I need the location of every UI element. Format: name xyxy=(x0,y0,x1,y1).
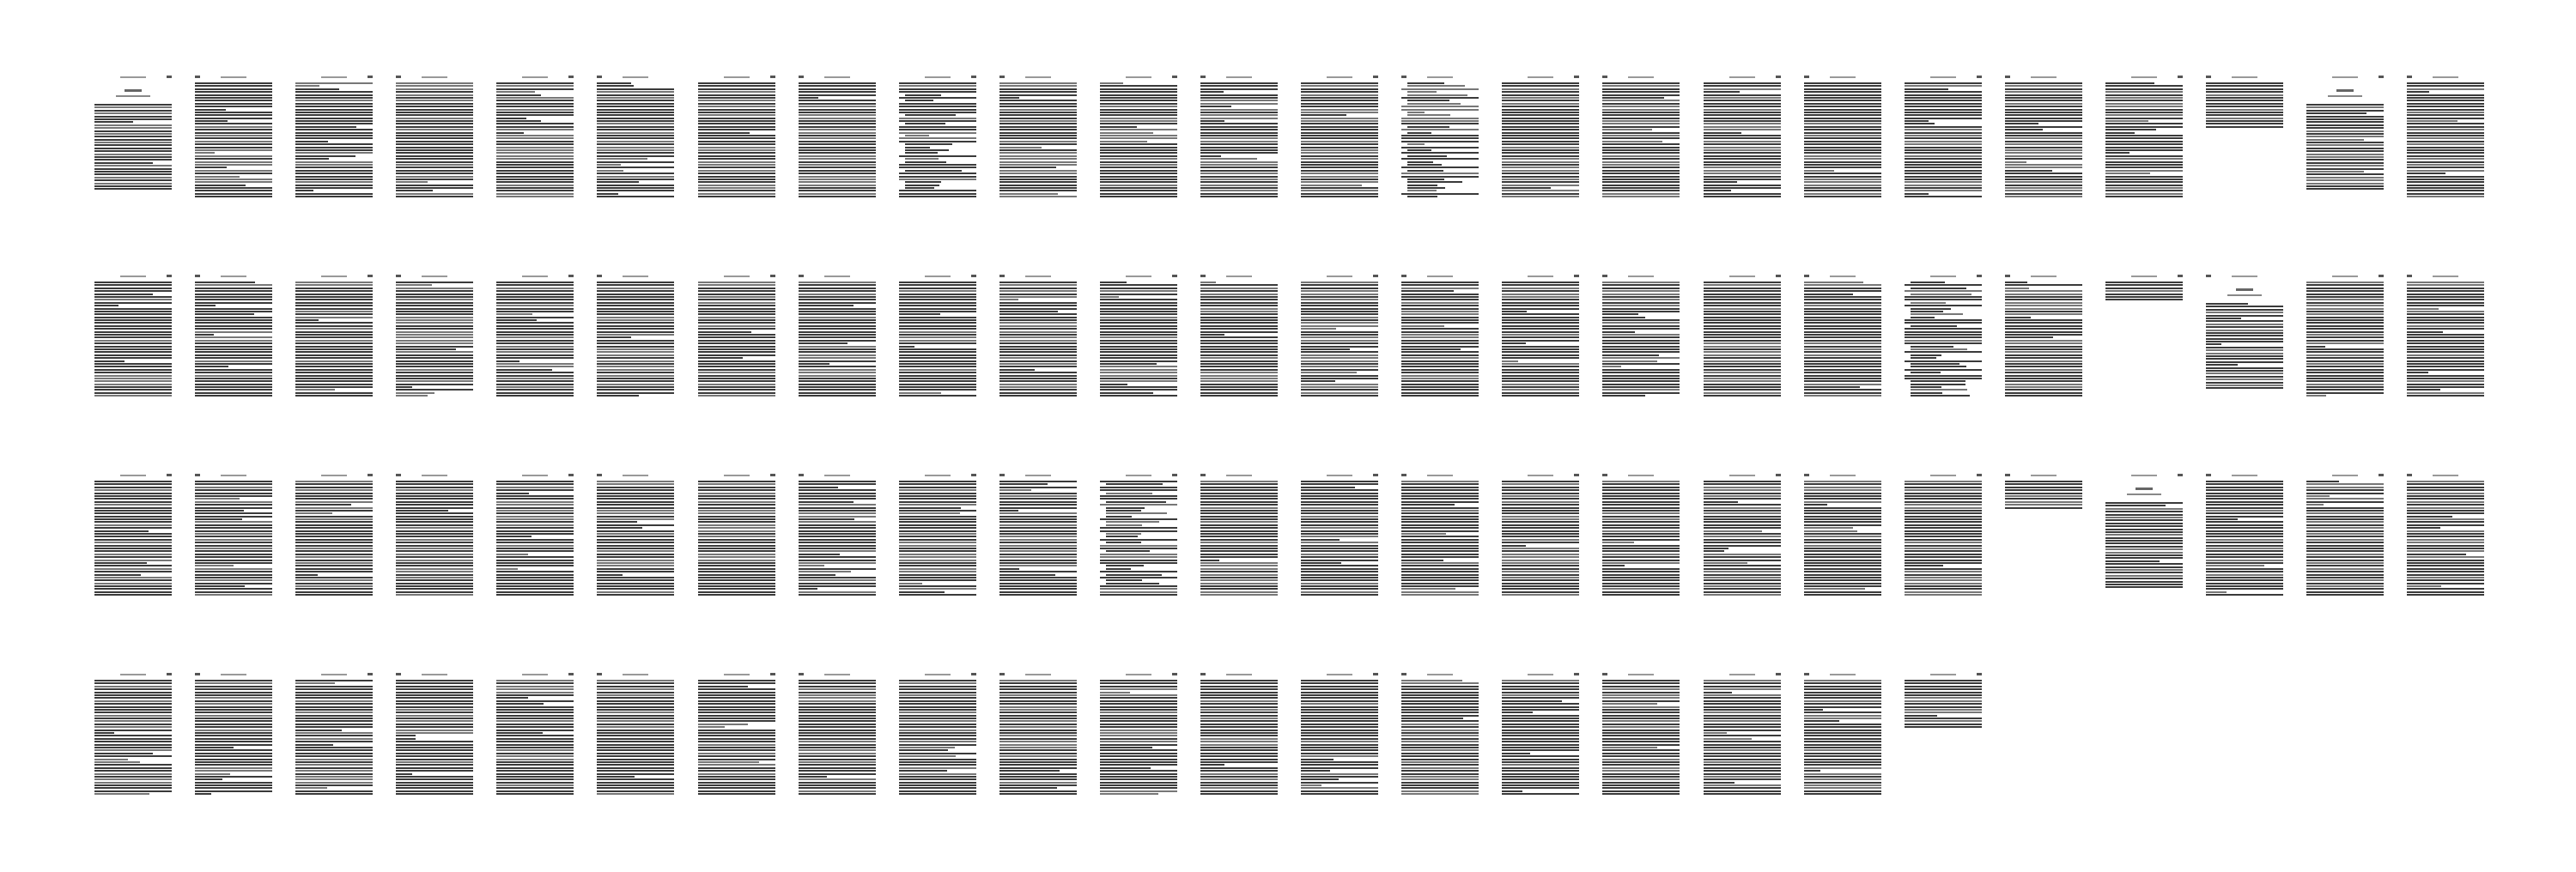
text-block xyxy=(1100,481,1177,597)
running-header xyxy=(1905,275,1982,279)
page-thumbnail[interactable] xyxy=(1301,275,1378,412)
running-header xyxy=(799,474,876,478)
running-header xyxy=(899,76,976,80)
text-block xyxy=(1905,282,1982,398)
text-block xyxy=(195,82,272,199)
running-header xyxy=(2407,76,2484,80)
text-block xyxy=(94,481,172,597)
page-thumbnail[interactable] xyxy=(496,275,574,412)
page-thumbnail[interactable] xyxy=(799,76,876,213)
text-block xyxy=(597,82,674,199)
running-header xyxy=(195,275,272,279)
page-thumbnail[interactable] xyxy=(1301,474,1378,611)
running-header xyxy=(1502,673,1579,677)
running-header xyxy=(1301,76,1378,80)
running-header xyxy=(295,76,373,80)
page-thumbnail[interactable] xyxy=(195,76,272,213)
running-header xyxy=(1502,474,1579,478)
page-thumbnail[interactable] xyxy=(899,474,976,611)
text-block xyxy=(1502,680,1579,796)
running-header xyxy=(1301,673,1378,677)
running-header xyxy=(1704,76,1781,80)
running-header xyxy=(999,275,1077,279)
running-header xyxy=(195,76,272,80)
text-block xyxy=(1200,481,1278,597)
running-header xyxy=(496,673,574,677)
text-block xyxy=(1602,481,1680,597)
running-header xyxy=(1905,474,1982,478)
running-header xyxy=(1804,673,1881,677)
text-block xyxy=(799,82,876,199)
running-header xyxy=(1401,474,1479,478)
running-header xyxy=(2206,474,2283,478)
running-header xyxy=(1200,76,1278,80)
text-block xyxy=(2005,481,2082,510)
text-block xyxy=(1804,282,1881,398)
page-thumbnail[interactable] xyxy=(94,673,172,810)
running-header xyxy=(2105,76,2183,80)
page-thumbnail[interactable] xyxy=(195,673,272,810)
page-thumbnail[interactable] xyxy=(2005,275,2082,412)
running-header xyxy=(999,76,1077,80)
text-block xyxy=(496,282,574,398)
running-header xyxy=(2306,76,2384,80)
page-thumbnail[interactable] xyxy=(1704,673,1781,810)
running-header xyxy=(1100,673,1177,677)
page-thumbnail[interactable] xyxy=(2306,76,2384,213)
page-thumbnail[interactable] xyxy=(2407,474,2484,611)
text-block xyxy=(496,680,574,796)
page-thumbnail[interactable] xyxy=(1502,673,1579,810)
page-thumbnail[interactable] xyxy=(899,275,976,412)
page-thumbnail[interactable] xyxy=(94,76,172,213)
page-thumbnail[interactable] xyxy=(899,673,976,810)
text-block xyxy=(1200,282,1278,398)
running-header xyxy=(597,76,674,80)
text-block xyxy=(899,82,976,199)
text-block xyxy=(2306,481,2384,597)
running-header xyxy=(1100,275,1177,279)
page-thumbnail[interactable] xyxy=(2105,76,2183,213)
page-thumbnail[interactable] xyxy=(1905,275,1982,412)
running-header xyxy=(2407,474,2484,478)
page-thumbnail[interactable] xyxy=(2407,76,2484,213)
text-block xyxy=(1602,282,1680,398)
running-header xyxy=(295,474,373,478)
page-thumbnail[interactable] xyxy=(1200,673,1278,810)
running-header xyxy=(2407,275,2484,279)
running-header xyxy=(799,673,876,677)
text-block xyxy=(1704,680,1781,796)
text-block xyxy=(1804,82,1881,199)
page-thumbnail[interactable] xyxy=(396,275,473,412)
page-thumbnail[interactable] xyxy=(2206,275,2283,412)
text-block xyxy=(999,282,1077,398)
running-header xyxy=(698,474,775,478)
text-block xyxy=(2206,82,2283,129)
text-block xyxy=(698,282,775,398)
running-header xyxy=(2306,474,2384,478)
text-block xyxy=(2306,82,2384,191)
page-thumbnail[interactable] xyxy=(295,474,373,611)
page-thumbnail[interactable] xyxy=(1100,673,1177,810)
page-thumbnail[interactable] xyxy=(1301,76,1378,213)
page-thumbnail[interactable] xyxy=(999,275,1077,412)
running-header xyxy=(597,275,674,279)
text-block xyxy=(1301,82,1378,199)
running-header xyxy=(1602,275,1680,279)
page-thumbnail[interactable] xyxy=(1401,275,1479,412)
running-header xyxy=(1804,275,1881,279)
page-thumbnail[interactable] xyxy=(698,474,775,611)
page-thumbnail[interactable] xyxy=(799,673,876,810)
text-block xyxy=(799,481,876,597)
page-thumbnail[interactable] xyxy=(597,275,674,412)
running-header xyxy=(496,76,574,80)
page-thumbnail[interactable] xyxy=(698,673,775,810)
text-block xyxy=(295,680,373,796)
running-header xyxy=(1905,76,1982,80)
running-header xyxy=(2206,275,2283,279)
page-thumbnail[interactable] xyxy=(1905,673,1982,810)
text-block xyxy=(1502,282,1579,398)
text-block xyxy=(1704,82,1781,199)
running-header xyxy=(1704,474,1781,478)
page-thumbnail[interactable] xyxy=(1200,76,1278,213)
text-block xyxy=(496,481,574,597)
page-thumbnail[interactable] xyxy=(1704,474,1781,611)
page-thumbnail[interactable] xyxy=(1401,474,1479,611)
page-thumbnail[interactable] xyxy=(1804,76,1881,213)
page-thumbnail[interactable] xyxy=(496,474,574,611)
page-thumbnail[interactable] xyxy=(2206,474,2283,611)
page-row xyxy=(94,673,2507,872)
text-block xyxy=(1602,680,1680,796)
page-thumbnail[interactable] xyxy=(2306,474,2384,611)
page-thumbnail[interactable] xyxy=(999,673,1077,810)
text-block xyxy=(2206,481,2283,597)
text-block xyxy=(195,481,272,597)
running-header xyxy=(698,275,775,279)
running-header xyxy=(1401,275,1479,279)
page-thumbnail[interactable] xyxy=(999,76,1077,213)
text-block xyxy=(396,481,473,597)
running-header xyxy=(496,275,574,279)
text-block xyxy=(1301,282,1378,398)
page-thumbnail[interactable] xyxy=(2206,76,2283,213)
page-thumbnail[interactable] xyxy=(1704,76,1781,213)
text-block xyxy=(2105,82,2183,199)
text-block xyxy=(1804,680,1881,796)
page-thumbnail[interactable] xyxy=(94,275,172,412)
running-header xyxy=(698,673,775,677)
running-header xyxy=(1200,673,1278,677)
page-thumbnail[interactable] xyxy=(1602,76,1680,213)
text-block xyxy=(698,82,775,199)
text-block xyxy=(295,481,373,597)
page-thumbnail[interactable] xyxy=(1100,474,1177,611)
page-thumbnail[interactable] xyxy=(1200,474,1278,611)
page-thumbnail[interactable] xyxy=(496,76,574,213)
text-block xyxy=(1905,481,1982,597)
page-thumbnail[interactable] xyxy=(1200,275,1278,412)
text-block xyxy=(94,680,172,796)
text-block xyxy=(2005,82,2082,199)
text-block xyxy=(2005,282,2082,398)
page-thumbnail[interactable] xyxy=(1804,673,1881,810)
running-header xyxy=(396,275,473,279)
text-block xyxy=(195,680,272,796)
text-block xyxy=(295,82,373,199)
running-header xyxy=(1100,474,1177,478)
text-block xyxy=(2407,282,2484,398)
text-block xyxy=(1905,680,1982,730)
running-header xyxy=(2005,76,2082,80)
text-block xyxy=(2407,481,2484,597)
running-header xyxy=(799,275,876,279)
running-header xyxy=(2005,474,2082,478)
running-header xyxy=(396,76,473,80)
page-thumbnail[interactable] xyxy=(1502,76,1579,213)
running-header xyxy=(94,474,172,478)
page-thumbnail[interactable] xyxy=(1401,76,1479,213)
running-header xyxy=(195,673,272,677)
text-block xyxy=(396,680,473,796)
text-block xyxy=(799,680,876,796)
text-block xyxy=(1100,282,1177,398)
text-block xyxy=(2407,82,2484,199)
text-block xyxy=(1301,481,1378,597)
running-header xyxy=(1905,673,1982,677)
text-block xyxy=(195,282,272,398)
text-block xyxy=(2105,282,2183,302)
page-thumbnail[interactable] xyxy=(597,474,674,611)
text-block xyxy=(94,82,172,191)
page-thumbnail[interactable] xyxy=(2005,76,2082,213)
running-header xyxy=(799,76,876,80)
text-block xyxy=(999,82,1077,199)
page-row xyxy=(94,474,2507,673)
text-block xyxy=(2206,282,2283,391)
text-block xyxy=(496,82,574,199)
running-header xyxy=(1502,275,1579,279)
running-header xyxy=(496,474,574,478)
running-header xyxy=(1704,673,1781,677)
text-block xyxy=(94,282,172,398)
running-header xyxy=(899,275,976,279)
page-thumbnail[interactable] xyxy=(1100,275,1177,412)
text-block xyxy=(295,282,373,398)
text-block xyxy=(1602,82,1680,199)
page-thumbnail[interactable] xyxy=(1301,673,1378,810)
text-block xyxy=(597,680,674,796)
page-thumbnail[interactable] xyxy=(999,474,1077,611)
page-thumbnail[interactable] xyxy=(2105,275,2183,412)
page-thumbnail[interactable] xyxy=(1704,275,1781,412)
text-block xyxy=(1905,82,1982,199)
running-header xyxy=(2206,76,2283,80)
text-block xyxy=(396,82,473,199)
running-header xyxy=(1602,673,1680,677)
text-block xyxy=(999,481,1077,597)
page-thumbnail[interactable] xyxy=(295,76,373,213)
text-block xyxy=(1704,282,1781,398)
text-block xyxy=(1804,481,1881,597)
page-thumbnail[interactable] xyxy=(799,275,876,412)
text-block xyxy=(2105,481,2183,590)
running-header xyxy=(1200,474,1278,478)
text-block xyxy=(899,481,976,597)
page-thumbnail[interactable] xyxy=(396,673,473,810)
text-block xyxy=(1502,82,1579,199)
text-block xyxy=(999,680,1077,796)
page-row xyxy=(94,275,2507,474)
running-header xyxy=(597,474,674,478)
page-thumbnail[interactable] xyxy=(597,673,674,810)
contact-sheet xyxy=(94,76,2507,872)
text-block xyxy=(1401,481,1479,597)
running-header xyxy=(1401,76,1479,80)
text-block xyxy=(2306,282,2384,398)
text-block xyxy=(396,282,473,398)
page-thumbnail[interactable] xyxy=(899,76,976,213)
page-thumbnail[interactable] xyxy=(698,275,775,412)
running-header xyxy=(2005,275,2082,279)
running-header xyxy=(1602,76,1680,80)
text-block xyxy=(799,282,876,398)
page-thumbnail[interactable] xyxy=(396,474,473,611)
running-header xyxy=(899,474,976,478)
running-header xyxy=(1401,673,1479,677)
running-header xyxy=(295,275,373,279)
text-block xyxy=(597,282,674,398)
page-thumbnail[interactable] xyxy=(94,474,172,611)
page-thumbnail[interactable] xyxy=(1602,275,1680,412)
page-thumbnail[interactable] xyxy=(1401,673,1479,810)
running-header xyxy=(1704,275,1781,279)
page-thumbnail[interactable] xyxy=(698,76,775,213)
running-header xyxy=(195,474,272,478)
text-block xyxy=(1502,481,1579,597)
text-block xyxy=(1401,282,1479,398)
running-header xyxy=(396,474,473,478)
page-thumbnail[interactable] xyxy=(295,275,373,412)
running-header xyxy=(94,275,172,279)
page-thumbnail[interactable] xyxy=(295,673,373,810)
page-thumbnail[interactable] xyxy=(597,76,674,213)
text-block xyxy=(1200,82,1278,199)
running-header xyxy=(94,76,172,80)
text-block xyxy=(1100,680,1177,796)
page-thumbnail[interactable] xyxy=(799,474,876,611)
text-block xyxy=(698,481,775,597)
page-thumbnail[interactable] xyxy=(1905,474,1982,611)
page-thumbnail[interactable] xyxy=(195,474,272,611)
running-header xyxy=(94,673,172,677)
page-thumbnail[interactable] xyxy=(1100,76,1177,213)
page-thumbnail[interactable] xyxy=(2005,474,2082,611)
text-block xyxy=(698,680,775,796)
running-header xyxy=(2306,275,2384,279)
text-block xyxy=(1100,82,1177,199)
running-header xyxy=(1301,474,1378,478)
page-thumbnail[interactable] xyxy=(1905,76,1982,213)
running-header xyxy=(698,76,775,80)
text-block xyxy=(1301,680,1378,796)
page-row xyxy=(94,76,2507,275)
page-thumbnail[interactable] xyxy=(2407,275,2484,412)
page-thumbnail[interactable] xyxy=(195,275,272,412)
page-thumbnail[interactable] xyxy=(1602,474,1680,611)
running-header xyxy=(597,673,674,677)
text-block xyxy=(899,282,976,398)
text-block xyxy=(1401,680,1479,796)
running-header xyxy=(2105,474,2183,478)
page-thumbnail[interactable] xyxy=(396,76,473,213)
running-header xyxy=(1602,474,1680,478)
running-header xyxy=(295,673,373,677)
page-thumbnail[interactable] xyxy=(496,673,574,810)
running-header xyxy=(1100,76,1177,80)
page-thumbnail[interactable] xyxy=(1804,275,1881,412)
text-block xyxy=(597,481,674,597)
running-header xyxy=(1301,275,1378,279)
text-block xyxy=(1200,680,1278,796)
running-header xyxy=(999,673,1077,677)
page-thumbnail[interactable] xyxy=(2105,474,2183,611)
page-thumbnail[interactable] xyxy=(1502,474,1579,611)
running-header xyxy=(999,474,1077,478)
running-header xyxy=(899,673,976,677)
text-block xyxy=(1704,481,1781,597)
page-thumbnail[interactable] xyxy=(2306,275,2384,412)
page-thumbnail[interactable] xyxy=(1602,673,1680,810)
running-header xyxy=(396,673,473,677)
running-header xyxy=(1804,474,1881,478)
page-thumbnail[interactable] xyxy=(1502,275,1579,412)
running-header xyxy=(1200,275,1278,279)
page-thumbnail[interactable] xyxy=(1804,474,1881,611)
running-header xyxy=(1804,76,1881,80)
running-header xyxy=(2105,275,2183,279)
running-header xyxy=(1502,76,1579,80)
text-block xyxy=(1401,82,1479,199)
text-block xyxy=(899,680,976,796)
